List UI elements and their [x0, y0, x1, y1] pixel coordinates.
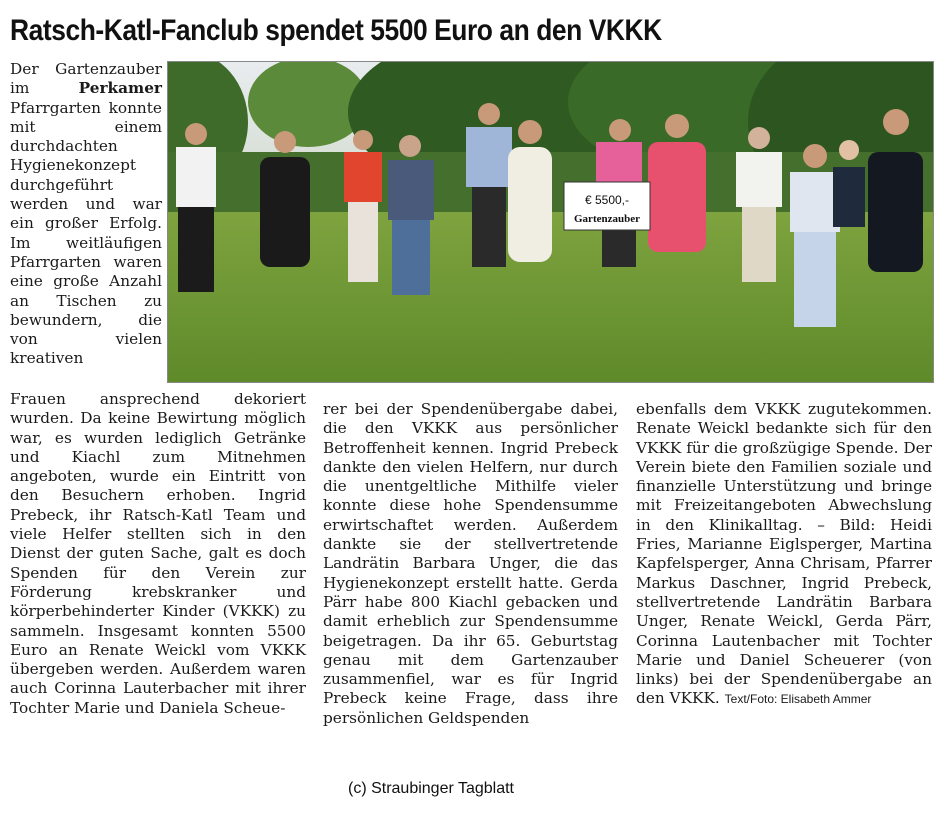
- photo-credit: Text/Foto: Elisabeth Ammer: [724, 692, 872, 707]
- lead-paragraph: [10, 60, 162, 369]
- check-amount: € 5500,-: [584, 193, 630, 207]
- lead-bold-place: Perkamer: [78, 79, 162, 98]
- article-column-2: rer bei der Spendenübergabe dabei, die den VKKK aus persönlicher Betroffenheit kennen. Ingrid Prebeck dankte den vielen Helfern, nur durch die unentgeltliche Mithilfe vieler konnte diese hohe Spendensumme erwirtschaftet werden. Außerdem dankte sie der stellvertretende Landrätin Barbara Unger, die das Hygienekonzept erstellt hatte. Gerda Pärr habe 800 Kiachl gebacken und damit erheblich zur Spendensumme beigetragen. Da ihr 65. Geburtstag genau mit dem Gartenzauber zusammenfiel, war es für Ingrid Prebeck keine Frage, dass ihre persönlichen Geldspenden: [323, 400, 618, 727]
- lead-text-start: Der Gartenzauber im: [10, 60, 162, 98]
- article-column-1: Frauen ansprechend dekoriert wurden. Da keine Bewirtung möglich war, es wurden lediglich Getränke und Kiachl zum Mitnehmen angeboten, wurde ein Eintritt von den Besuchern erhoben. Ingrid Prebeck, ihr Ratsch-Katl Team und viele Helfer stellten sich in den Dienst der guten Sache, galt es doch Spenden für den Verein zur Förderung krebskranker und körperbehinderter Kinder (VKKK) zu sammeln. Insgesamt konnten 5500 Euro an Renate Weickl vom VKKK übergeben werden. Außerdem waren auch Corinna Lauterbacher mit ihrer Tochter Marie und Daniela Scheue-: [10, 390, 306, 717]
- headline: Ratsch-Katl-Fanclub spendet 5500 Euro an den VKKK: [10, 14, 662, 47]
- article-column-3: [636, 400, 932, 710]
- copyright-notice: (c) Straubinger Tagblatt: [347, 780, 514, 797]
- article-photo: [167, 61, 934, 383]
- article-column-3-text: ebenfalls dem VKKK zugutekommen. Renate Weickl bedankte sich für den VKKK für die großzügige Spende. Der Verein biete den Familien soziale und finanzielle Unterstützung und bringe mit Freizeitangeboten Abwechslung in den Klinikalltag. – Bild: Heidi Fries, Marianne Eiglsperger, Martina Kapfelsperger, Anna Chrisam, Pfarrer Markus Daschner, Ingrid Prebeck, stellvertretende Landrätin Barbara Unger, Renate Weickl, Gerda Pärr, Corinna Lautenbacher mit Tochter Marie und Daniel Scheuerer (von links) bei der Spendenübergabe an den VKKK.: [636, 400, 932, 708]
- lead-text-rest: Pfarrgarten konnte mit einem durchdachten Hygienekonzept durchgeführt werden und war ein großer Erfolg. Im weitläufigen Pfarrgarten waren eine große Anzahl an Tischen zu bewundern, die von vielen kreativen: [10, 98, 162, 368]
- check-label: Gartenzauber: [574, 213, 640, 225]
